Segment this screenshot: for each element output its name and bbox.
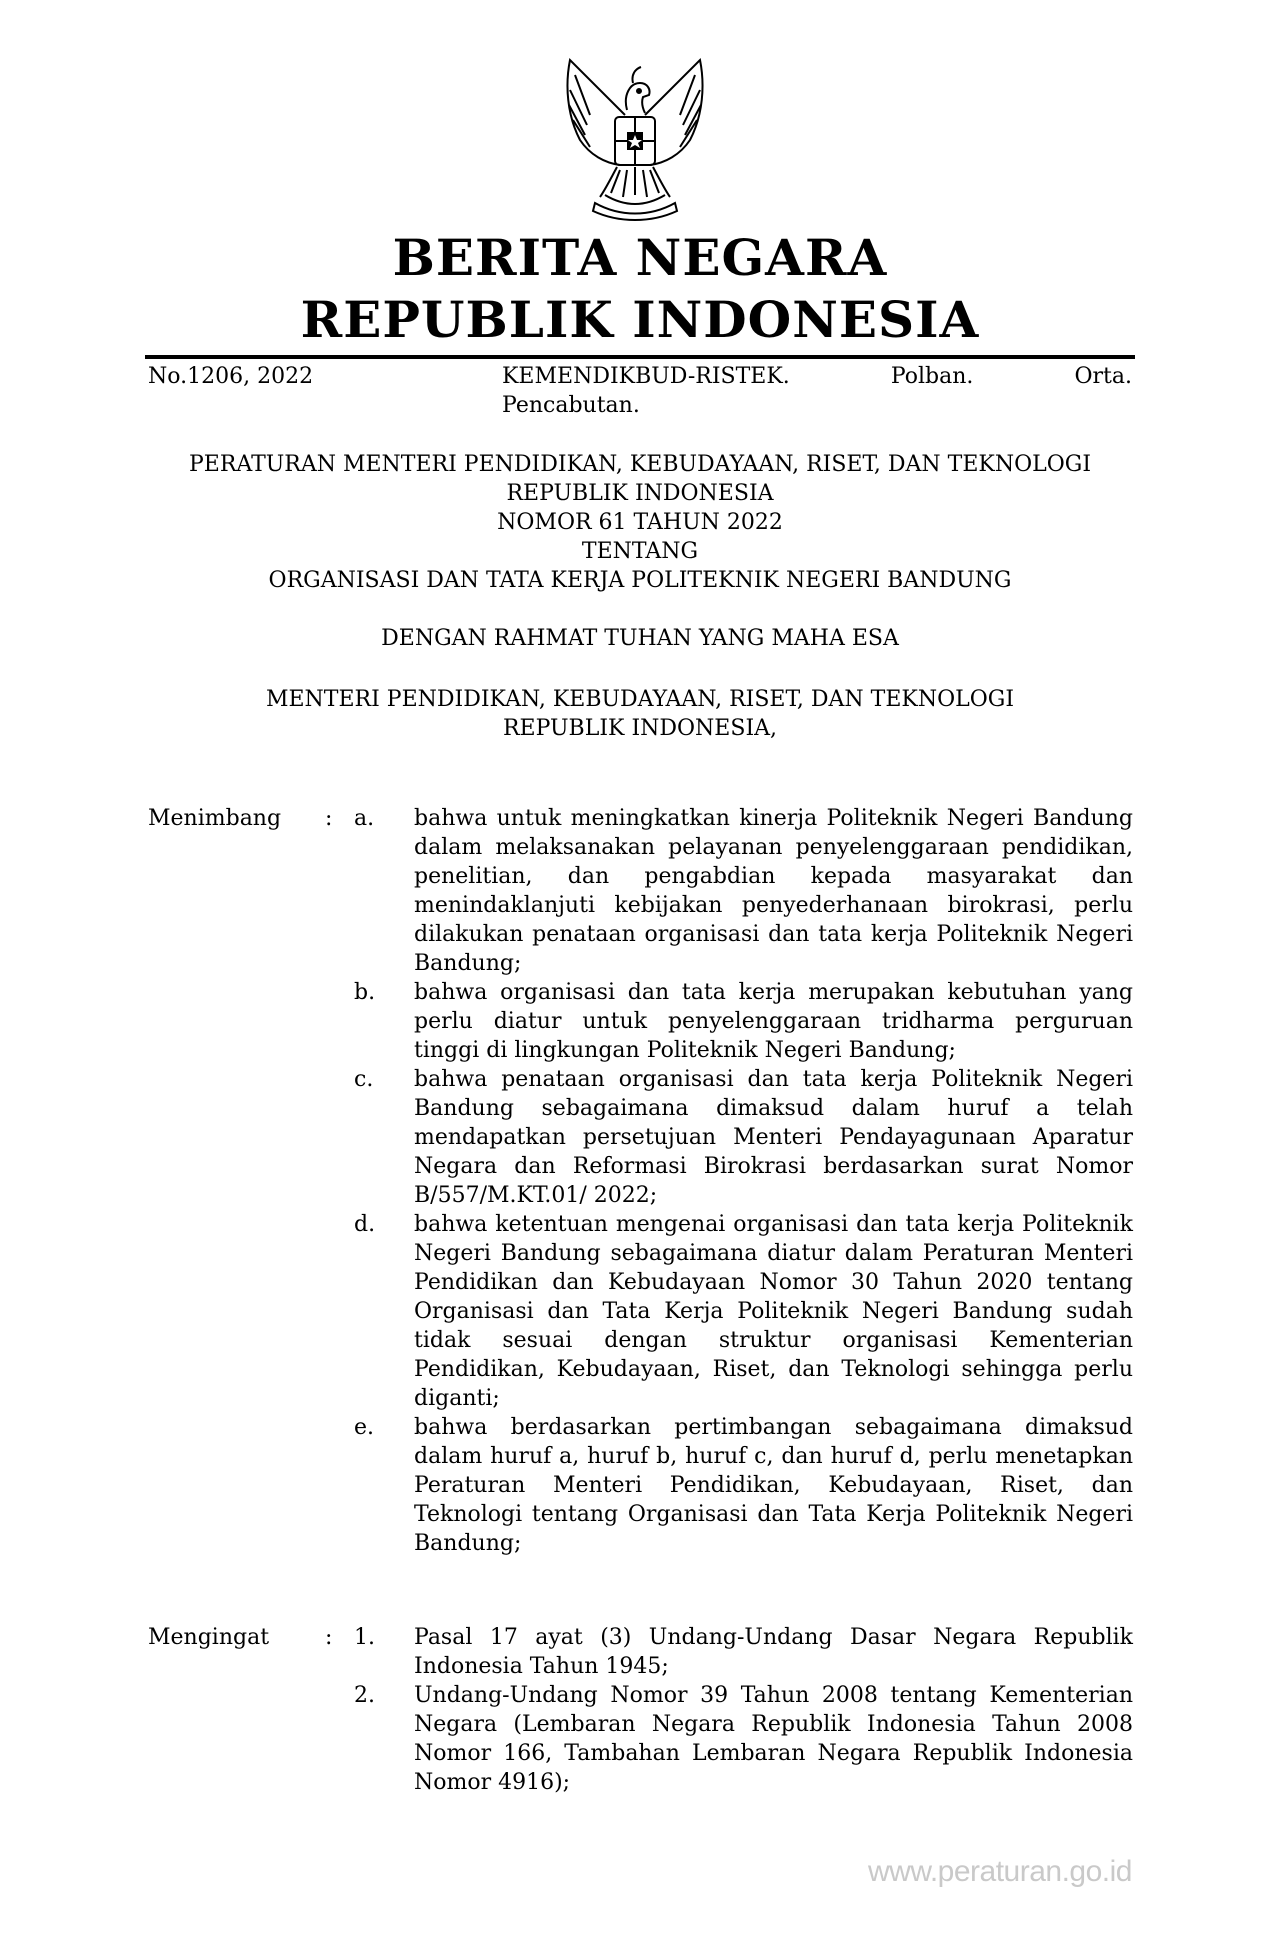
item-text: bahwa organisasi dan tata kerja merupakan kebutuhan yang perlu diatur untuk penyelenggaraan tridharma perguruan tinggi di lingkungan Politeknik Negeri Bandung; [414,980,1133,1063]
section-label: Menimbang [148,806,282,831]
agency-tag: KEMENDIKBUD-RISTEK. [502,364,790,389]
topic-tag: Orta. [1074,364,1132,389]
list-item [148,804,1133,978]
topic-tag: Pencabutan. [502,393,640,418]
issuer-line: MENTERI PENDIDIKAN, KEBUDAYAAN, RISET, DAN TEKNOLOGI [265,687,1015,712]
title-line: NOMOR 61 TAHUN 2022 [497,510,783,535]
mengingat-section [148,1623,1133,1797]
item-marker: b. [354,980,376,1005]
list-item [148,1065,1133,1210]
menimbang-section [148,804,1133,1558]
issuer [145,685,1135,743]
invocation: DENGAN RAHMAT TUHAN YANG MAHA ESA [381,626,899,651]
item-marker: e. [354,1415,375,1440]
masthead-title: BERITA NEGARA [392,228,888,287]
list-item [148,1210,1133,1413]
gazette-number: No.1206, 2022 [148,364,314,389]
item-text: Pasal 17 ayat (3) Undang-Undang Dasar Negara Republik Indonesia Tahun 1945; [414,1625,1133,1679]
title-line: REPUBLIK INDONESIA [506,481,774,506]
list-item [148,978,1133,1065]
item-text: Undang-Undang Nomor 39 Tahun 2008 tentang Kementerian Negara (Lembaran Negara Republik Indonesia Tahun 2008 Nomor 166, Tambahan Lembaran Negara Republik Indonesia Nomor 4916); [414,1683,1133,1795]
issuer-line: REPUBLIK INDONESIA, [502,716,778,741]
item-text: bahwa ketentuan mengenai organisasi dan tata kerja Politeknik Negeri Bandung sebagaimana diatur dalam Peraturan Menteri Pendidikan dan Kebudayaan Nomor 30 Tahun 2020 tentang Organisasi dan Tata Kerja Politeknik Negeri Bandung sudah tidak sesuai dengan struktur organisasi Kementerian Pendidikan, Kebudayaan, Riset, dan Teknologi sehingga perlu diganti; [414,1212,1133,1411]
section-colon: : [325,1625,333,1650]
watermark: www.peraturan.go.id [868,1855,1132,1888]
item-text: bahwa untuk meningkatkan kinerja Politeknik Negeri Bandung dalam melaksanakan pelayanan penyelenggaraan pendidikan, penelitian, dan pengabdian kepada masyarakat dan menindaklanjuti kebijakan penyederhanaan birokrasi, perlu dilakukan penataan organisasi dan tata kerja Politeknik Negeri Bandung; [414,806,1133,976]
item-marker: d. [354,1212,376,1237]
item-marker: 1. [354,1625,375,1650]
item-text: bahwa penataan organisasi dan tata kerja Politeknik Negeri Bandung sebagaimana dimaksud dalam huruf a telah mendapatkan persetujuan Menteri Pendayagunaan Aparatur Negara dan Reformasi Birokrasi berdasarkan surat Nomor B/557/M.KT.01/ 2022; [414,1067,1133,1208]
regulation-title [145,450,1135,595]
title-line: TENTANG [581,539,699,564]
masthead-divider [145,355,1135,359]
list-item [148,1681,1133,1797]
masthead-subtitle: REPUBLIK INDONESIA [300,290,980,349]
list-item [148,1413,1133,1558]
item-text: bahwa berdasarkan pertimbangan sebagaimana dimaksud dalam huruf a, huruf b, huruf c, dan huruf d, perlu menetapkan Peraturan Menteri Pendidikan, Kebudayaan, Riset, dan Teknologi tentang Organisasi dan Tata Kerja Politeknik Negeri Bandung; [414,1415,1133,1556]
item-marker: c. [354,1067,374,1092]
topic-tag: Polban. [890,364,974,389]
title-line: PERATURAN MENTERI PENDIDIKAN, KEBUDAYAAN, RISET, DAN TEKNOLOGI [188,452,1092,477]
section-colon: : [325,806,333,831]
gazette-tags [502,362,1132,420]
item-marker: a. [354,806,375,831]
section-label: Mengingat [148,1625,270,1650]
item-marker: 2. [354,1683,375,1708]
list-item [148,1623,1133,1681]
garuda-emblem-icon [545,55,725,225]
title-line: ORGANISASI DAN TATA KERJA POLITEKNIK NEGERI BANDUNG [268,568,1012,593]
